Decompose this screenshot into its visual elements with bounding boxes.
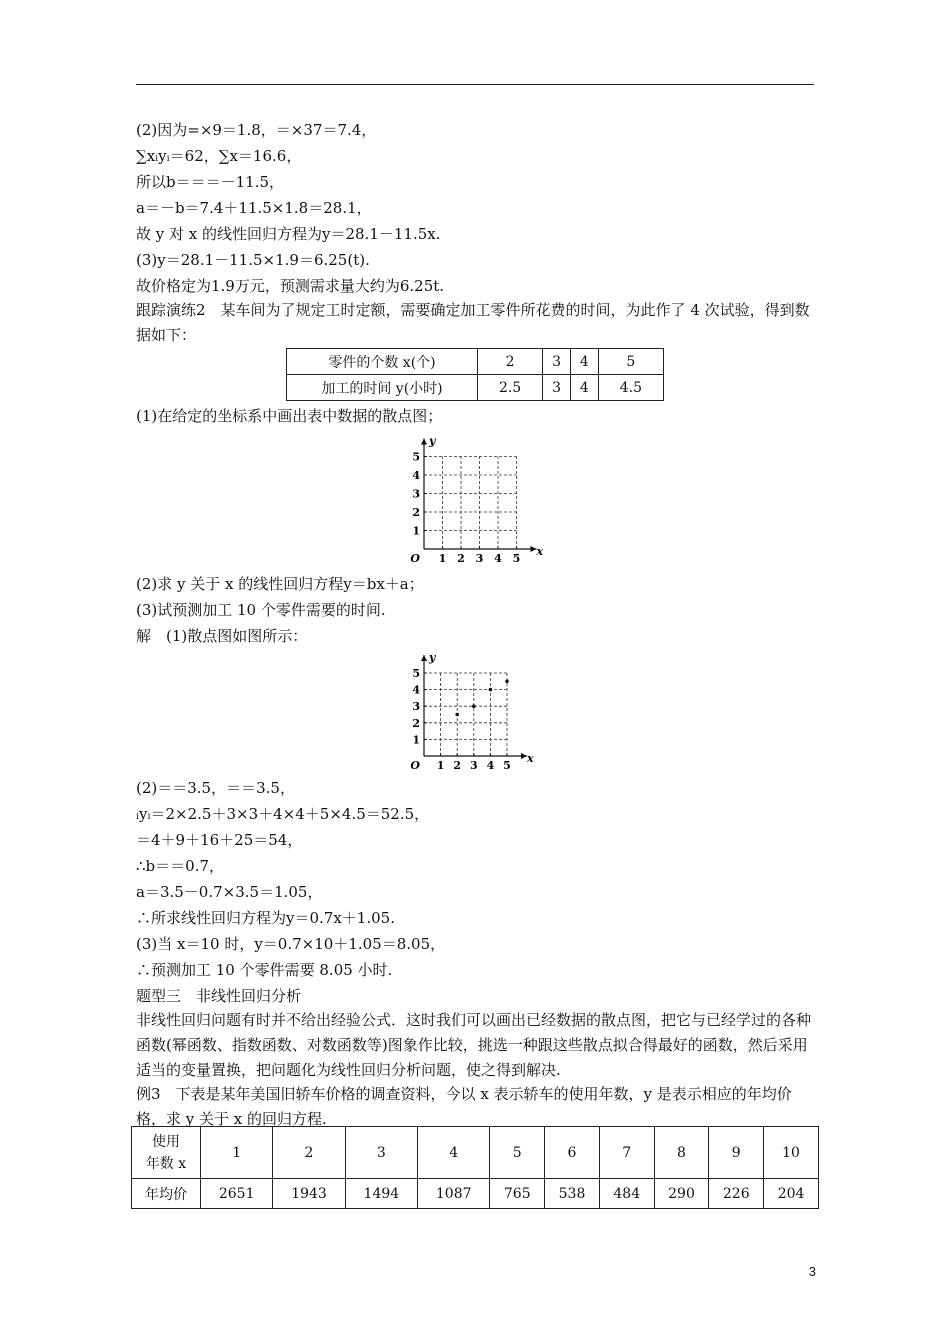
text-line: (2)＝＝3.5，＝＝3.5，: [136, 779, 295, 797]
table-header-cell: 7: [599, 1127, 654, 1179]
y-tick-label: 3: [412, 700, 420, 714]
table-row-label: 加工的时间 y(小时): [287, 375, 478, 401]
y-tick-label: 3: [412, 487, 420, 501]
text-line: ∴b＝＝0.7，: [136, 857, 225, 875]
table-header-cell: 4: [418, 1127, 490, 1179]
text-line: (1)在给定的坐标系中画出表中数据的散点图；: [136, 407, 443, 425]
y-axis-label: y: [429, 434, 436, 448]
table-header-label: [132, 1127, 201, 1179]
y-tick-label: 2: [412, 506, 420, 519]
y-tick-label: 1: [412, 524, 420, 538]
x-tick-label: 5: [503, 759, 511, 772]
table-cell: 4.5: [598, 375, 663, 401]
table-cell: 538: [545, 1179, 600, 1209]
table-row-label: 年均价: [132, 1179, 201, 1209]
text-line: ＝4＋9＋16＋25＝54，: [136, 831, 303, 849]
table-header-cell: 10: [764, 1127, 819, 1179]
x-axis-label: x: [536, 545, 544, 558]
empty-coordinate-grid: [400, 424, 550, 564]
table-header-cell: 3: [345, 1127, 417, 1179]
text-line: 解 (1)散点图如图所示：: [136, 627, 308, 645]
origin-label: O: [410, 759, 420, 772]
y-tick-label: 2: [412, 716, 420, 730]
table-cell: 4: [570, 349, 598, 375]
origin-label: O: [410, 552, 420, 564]
table-cell: 2.5: [478, 375, 543, 401]
x-tick-label: 4: [486, 759, 495, 772]
example-paragraph: 例3 下表是某年美国旧轿车价格的调查资料，今以 x 表示轿车的使用年数，y 是表示相应的年均价格，求 y 关于 x 的回归方程.: [136, 1085, 792, 1128]
scatter-plot: [400, 648, 550, 774]
text-line: (3)y＝28.1－11.5×1.9＝6.25(t).: [136, 251, 370, 269]
section-heading: 题型三 非线性回归分析: [136, 987, 302, 1005]
data-point: [472, 704, 476, 708]
table-cell: 2: [478, 349, 543, 375]
x-tick-label: 2: [453, 759, 462, 772]
section-paragraph: 非线性回归问题有时并不给出经验公式．这时我们可以画出已经数据的散点图，把它与已经学过的各种函数(幂函数、指数函数、对数函数等)图象作比较，挑选一种跟这些散点拟合得最好的函数，然后采用适当的变量置换，把问题化为线性回归分析问题，使之得到解决.: [136, 1011, 812, 1079]
table-cell: 3: [543, 349, 571, 375]
data-table-2: [131, 1126, 819, 1209]
page-number: 3: [808, 1264, 816, 1279]
x-tick-label: 3: [475, 552, 484, 564]
table-cell: 3: [543, 375, 571, 401]
table-cell: 290: [654, 1179, 709, 1209]
x-tick-label: 5: [512, 552, 521, 564]
text-line: a＝3.5－0.7×3.5＝1.05，: [136, 883, 323, 901]
table-cell: 1943: [273, 1179, 345, 1209]
data-table-1: [286, 348, 664, 401]
text-line: 故价格定为1.9万元，预测需求量大约为6.25t.: [136, 277, 445, 295]
table-cell: 1494: [345, 1179, 417, 1209]
table-cell: 1087: [418, 1179, 490, 1209]
data-point: [489, 688, 493, 692]
table-header-cell: 5: [490, 1127, 545, 1179]
table-cell: 4: [570, 375, 598, 401]
table-cell: 204: [764, 1179, 819, 1209]
text-line: 故 y 对 x 的线性回归方程为y＝28.1－11.5x.: [136, 225, 441, 243]
table-header-cell: 6: [545, 1127, 600, 1179]
y-axis-arrow: [421, 439, 427, 445]
text-line: (2)求 y 关于 x 的线性回归方程y＝bx＋a；: [136, 575, 424, 593]
x-tick-label: 2: [457, 552, 465, 564]
data-point: [455, 713, 459, 717]
text-line: ∴预测加工 10 个零件需要 8.05 小时.: [136, 961, 393, 979]
table-header-label-line: 年数 x: [145, 1155, 187, 1172]
y-axis-label: y: [429, 651, 436, 664]
text-line: ᵢyᵢ＝2×2.5＋3×3＋4×4＋5×4.5＝52.5，: [136, 805, 430, 823]
table-cell: 765: [490, 1179, 545, 1209]
x-axis-label: x: [527, 752, 534, 765]
y-axis-arrow: [421, 655, 427, 661]
text-line: (2)因为=×9＝1.8，＝×37＝7.4，: [136, 121, 377, 139]
table-row-label: 零件的个数 x(个): [287, 349, 478, 375]
y-tick-label: 4: [412, 683, 420, 697]
text-line: (3)试预测加工 10 个零件需要的时间.: [136, 601, 386, 619]
x-tick-label: 1: [436, 759, 445, 772]
table-header-label-line: 使用: [152, 1133, 180, 1150]
text-line: a＝－b＝7.4＋11.5×1.8＝28.1，: [136, 199, 372, 217]
exercise-paragraph: 跟踪演练2 某车间为了规定工时定额，需要确定加工零件所花费的时间，为此作了 4 次试验，得到数据如下：: [136, 301, 810, 344]
text-line: ∴所求线性回归方程为y＝0.7x＋1.05.: [136, 909, 395, 927]
data-point: [505, 680, 509, 684]
header-rule: [136, 84, 814, 85]
table-cell: 484: [599, 1179, 654, 1209]
table-cell: 226: [709, 1179, 764, 1209]
y-tick-label: 4: [412, 469, 420, 482]
x-tick-label: 1: [438, 552, 447, 564]
text-line: ∑xᵢyᵢ＝62，∑x＝16.6，: [136, 147, 302, 165]
table-header-cell: 2: [273, 1127, 345, 1179]
table-cell: 2651: [201, 1179, 273, 1209]
x-tick-label: 3: [469, 759, 478, 772]
table-header-cell: 1: [201, 1127, 273, 1179]
table-cell: 5: [598, 349, 663, 375]
table-header-cell: 9: [709, 1127, 764, 1179]
text-line: 所以b＝＝＝－11.5，: [136, 173, 285, 191]
text-line: (3)当 x＝10 时，y＝0.7×10＋1.05＝8.05，: [136, 935, 446, 953]
y-tick-label: 1: [412, 733, 420, 747]
y-tick-label: 5: [412, 450, 420, 464]
table-header-cell: 8: [654, 1127, 709, 1179]
y-tick-label: 5: [412, 667, 420, 680]
x-tick-label: 4: [494, 552, 502, 564]
